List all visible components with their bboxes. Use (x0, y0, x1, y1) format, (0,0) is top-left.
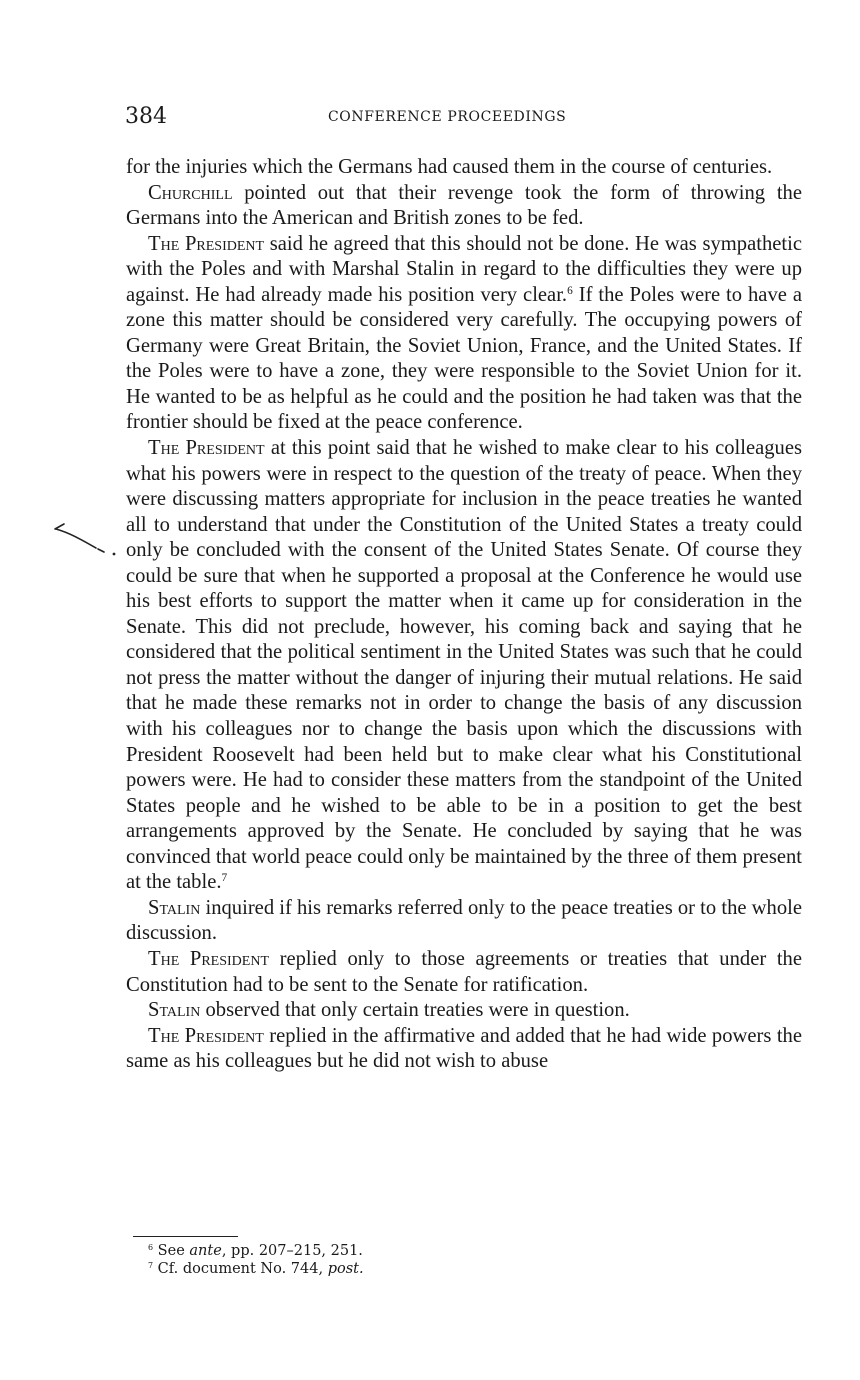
footnote-italic: ante (189, 1243, 222, 1259)
paragraph-text: If the Poles were to have a zone this matter should be considered very carefully. The occupying powers of Germany were Great Britain, the Soviet Union, France, and the United States. If the Poles were to have a zone, they were responsible to the Soviet Union for it. He wanted to be as helpful as he could and the position he had taken was that the frontier should be fixed at the peace conference. (126, 283, 802, 434)
paragraph (126, 181, 802, 232)
paragraph-text: inquired if his remarks referred only to the peace treaties or to the whole discussion. (126, 896, 802, 945)
footnote-mark: 6 (148, 1243, 154, 1253)
paragraph (126, 436, 802, 896)
speaker-name: Stalin (148, 999, 201, 1022)
footnote-text: , pp. 207–215, 251. (221, 1243, 363, 1259)
speaker-name: Stalin (148, 896, 201, 919)
footnote-ref[interactable]: 7 (221, 872, 228, 885)
footnote-text: Cf. document No. 744, (153, 1261, 328, 1277)
paragraph (126, 232, 802, 436)
paragraph-text: for the injuries which the Germans had caused them in the course of centuries. (126, 156, 773, 178)
footnote-mark: 7 (148, 1261, 154, 1271)
paragraph-text: said he agreed that this should not be done. He was sympathetic with the Poles and with Marshal Stalin in regard to the difficulties they were up against. He had already made his position very clear. (126, 232, 802, 306)
paragraph (126, 896, 802, 947)
speaker-name: The President (148, 232, 265, 255)
footnote (148, 1260, 364, 1278)
footnote (148, 1242, 364, 1260)
paragraph-text: replied only to those agreements or treaties that under the Constitution had to be sent to the Senate for ratification. (126, 947, 802, 996)
paragraph-text: at this point said that he wished to make clear to his colleagues what his powers were in respect to the question of the treaty of peace. When they were discussing matters appropriate for inclusion in the peace treaties he wanted all to understand that under the Constitution of the United States a treaty could only be concluded with the consent of the United States Senate. Of course they could be sure that when he supported a proposal at the Conference he would use his best efforts to support the matter when it came up for consideration in the Senate. This did not preclude, however, his coming back and saying that he considered that the political sentiment in the United States was such that he could not press the matter without the danger of injuring their mutual relations. He said that he made these remarks not in order to change the basis of any discussion with his colleagues nor to change the basis upon which the discussions with President Roosevelt had been held but to make clear what his Constitutional powers were. He had to consider these matters from the standpoint of the United States people and he wished to be able to be in a position to get the best arrangements approved by the Senate. He concluded by saying that he was convinced that world peace could only be maintained by the three of them present at the table. (126, 437, 802, 894)
marginal-annotation-mark (52, 518, 124, 558)
footnotes (148, 1242, 364, 1278)
footnote-italic: post. (327, 1261, 364, 1277)
paragraph (126, 998, 802, 1024)
speaker-name: The President (148, 1024, 264, 1047)
speaker-name: The President (148, 947, 269, 970)
footnote-divider (133, 1236, 238, 1237)
speaker-name: The President (148, 437, 265, 460)
paragraph (126, 155, 802, 181)
body-text (126, 155, 802, 1075)
paragraph (126, 947, 802, 998)
footnote-text: See (153, 1243, 190, 1259)
footnote-ref[interactable]: 6 (567, 284, 573, 297)
paragraph-text: observed that only certain treaties were in question. (200, 999, 630, 1022)
running-head: CONFERENCE PROCEEDINGS (328, 109, 567, 125)
speaker-name: Churchill (148, 181, 233, 204)
paragraph-text: pointed out that their revenge took the form of throwing the Germans into the American and British zones to be fed. (126, 181, 802, 230)
paragraph-text: replied in the affirmative and added that he had wide powers the same as his colleagues but he did not wish to abuse (126, 1024, 802, 1073)
paragraph (126, 1024, 802, 1075)
page-number: 384 (125, 104, 167, 129)
